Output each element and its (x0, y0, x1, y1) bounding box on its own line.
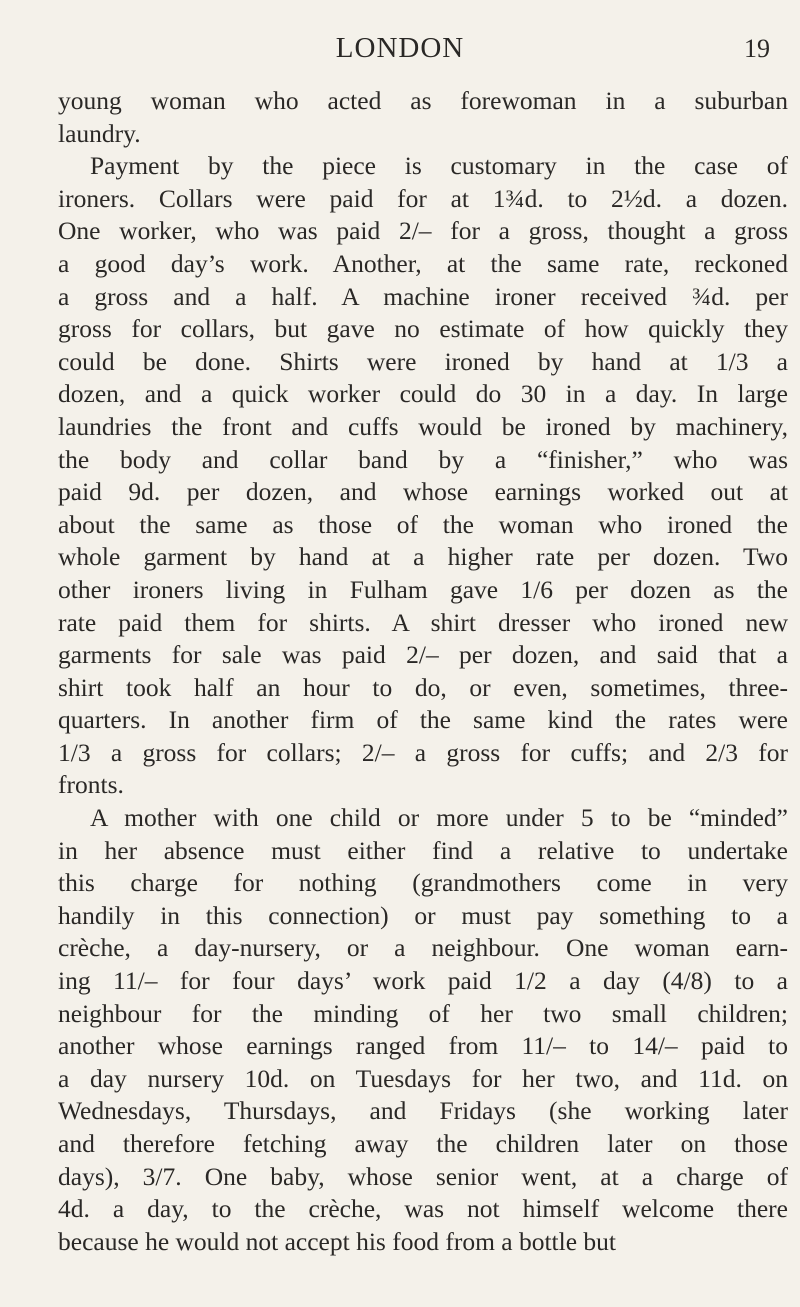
text-line: rate paid them for shirts. A shirt dresser who ironed new (58, 607, 788, 637)
text-line: a gross and a half. A machine ironer received ¾d. per (58, 281, 788, 311)
text-line: Payment by the piece is customary in the case of (90, 151, 788, 181)
text-line: young woman who acted as forewoman in a suburban (58, 86, 788, 115)
text-line: crèche, a day-nursery, or a neighbour. One woman earn- (58, 933, 788, 963)
text-line: garments for sale was paid 2/– per dozen, and said that a (58, 640, 788, 670)
text-line: quarters. In another firm of the same kind the rates were (58, 705, 788, 735)
body-text (58, 85, 788, 1258)
text-line: other ironers living in Fulham gave 1/6 per dozen as the (58, 574, 788, 604)
text-line: another whose earnings ranged from 11/– to 14/– paid to (58, 1031, 788, 1061)
text-line: in her absence must either find a relative to undertake (58, 835, 788, 865)
paragraph-2 (58, 150, 788, 802)
text-line: 1/3 a gross for collars; 2/– a gross for cuffs; and 2/3 for (58, 737, 788, 767)
text-line: Wednesdays, Thursdays, and Fridays (she working later (58, 1096, 788, 1126)
text-line: a day nursery 10d. on Tuesdays for her two, and 11d. on (58, 1063, 788, 1093)
paragraph-1 (58, 85, 788, 150)
text-line: paid 9d. per dozen, and whose earnings worked out at (58, 477, 788, 507)
text-line: could be done. Shirts were ironed by hand at 1/3 a (58, 346, 788, 376)
text-line: days), 3/7. One baby, whose senior went, at a charge of (58, 1161, 788, 1191)
text-line: and therefore fetching away the children later on those (58, 1129, 788, 1158)
text-line: laundry. (58, 118, 141, 148)
text-line: neighbour for the minding of her two small children; (58, 998, 788, 1028)
paragraph-3 (58, 802, 788, 1258)
text-line: dozen, and a quick worker could do 30 in a day. In large (58, 379, 788, 409)
text-line: fronts. (58, 770, 124, 800)
text-line: this charge for nothing (grandmothers come in very (58, 868, 788, 898)
text-line: laundries the front and cuffs would be ironed by machinery, (58, 411, 788, 441)
text-line: gross for collars, but gave no estimate of how quickly they (58, 314, 788, 344)
running-head (0, 32, 800, 72)
text-line: the body and collar band by a “finisher,” who was (58, 444, 788, 474)
text-line: One worker, who was paid 2/– for a gross, thought a gross (58, 216, 788, 246)
text-line: shirt took half an hour to do, or even, sometimes, three- (58, 672, 788, 702)
text-line: ironers. Collars were paid for at 1¾d. to 2½d. a dozen. (58, 183, 788, 213)
text-line: A mother with one child or more under 5 to be “minded” (90, 803, 788, 833)
text-line: because he would not accept his food from a bottle but (58, 1226, 616, 1256)
text-line: a good day’s work. Another, at the same rate, reckoned (58, 248, 788, 278)
running-title: LONDON (335, 32, 465, 64)
page-number: 19 (744, 34, 770, 63)
text-line: 4d. a day, to the crèche, was not himself welcome there (58, 1194, 788, 1224)
text-line: whole garment by hand at a higher rate per dozen. Two (58, 542, 788, 572)
text-line: ing 11/– for four days’ work paid 1/2 a day (4/8) to a (58, 966, 788, 996)
text-line: handily in this connection) or must pay something to a (58, 900, 788, 930)
text-line: about the same as those of the woman who ironed the (58, 509, 788, 539)
